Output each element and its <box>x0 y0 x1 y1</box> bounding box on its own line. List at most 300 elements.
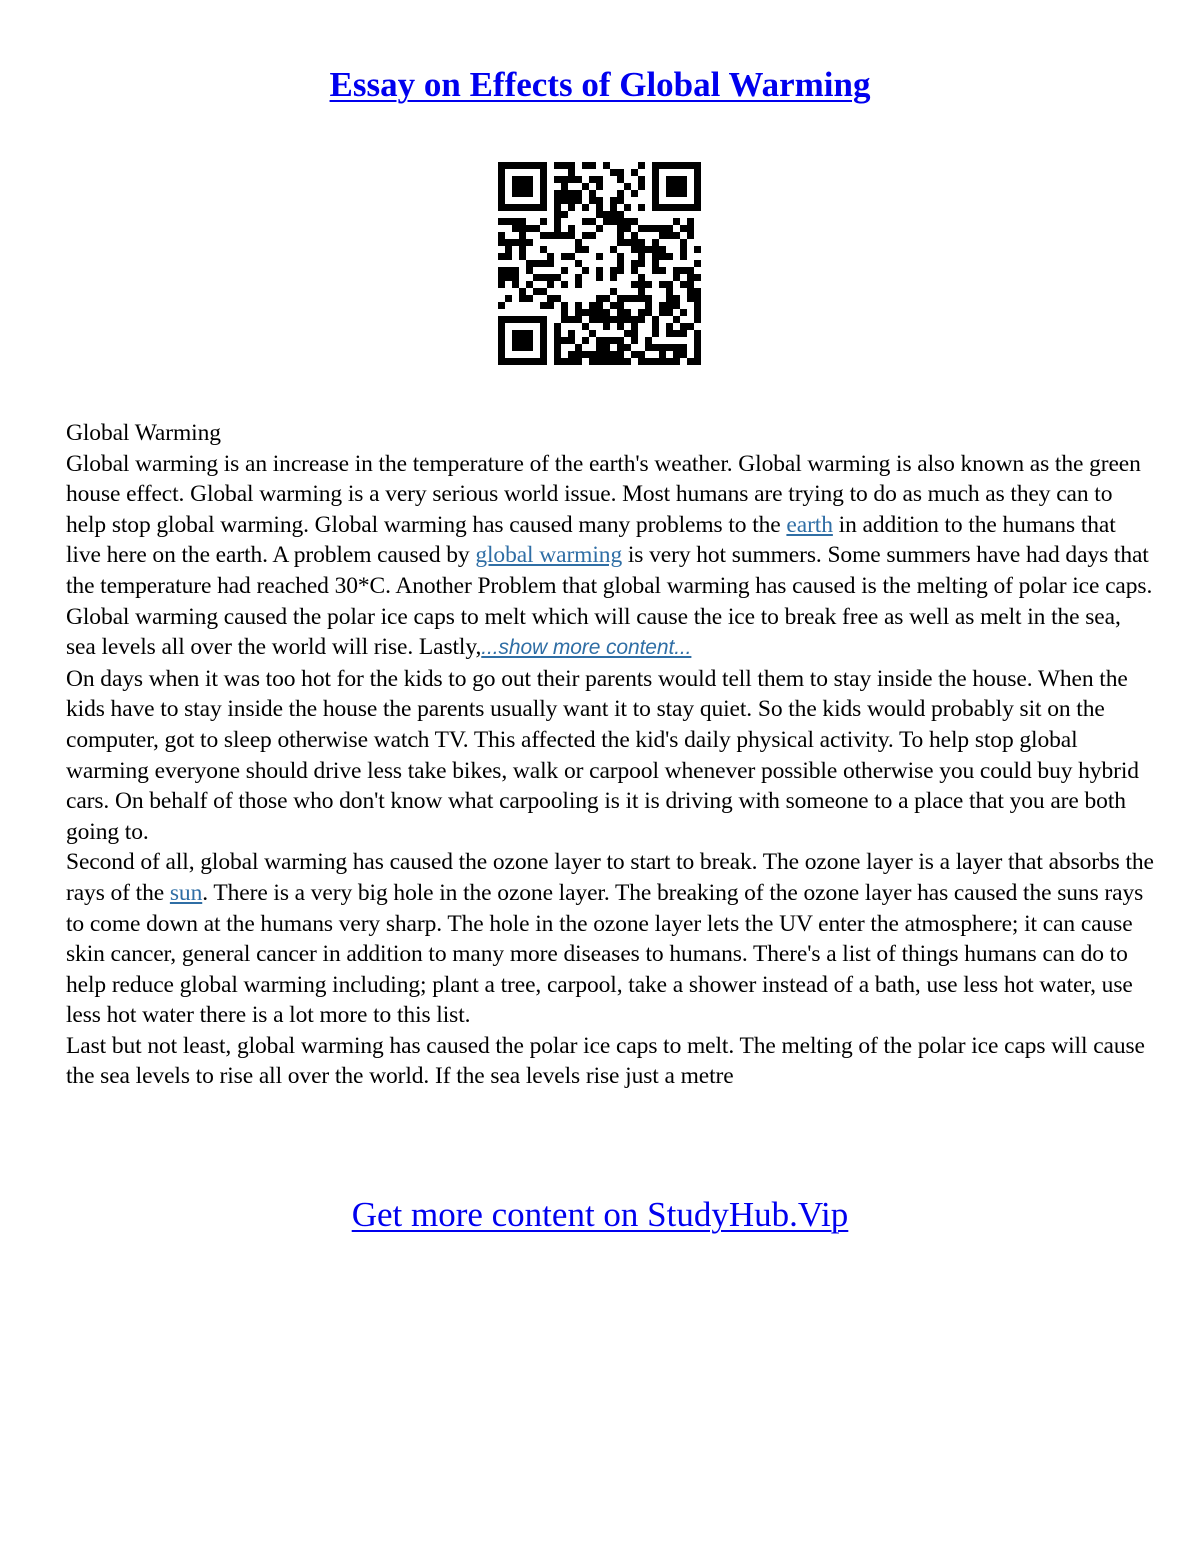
qr-module <box>533 358 540 365</box>
qr-module <box>512 176 519 183</box>
qr-module <box>631 323 638 330</box>
essay-body <box>66 418 1156 1092</box>
qr-module <box>694 162 701 169</box>
qr-module <box>617 197 624 204</box>
qr-module <box>568 225 575 232</box>
page-title <box>0 62 1200 108</box>
qr-module <box>589 358 596 365</box>
qr-module <box>589 197 596 204</box>
qr-module <box>610 246 617 253</box>
qr-module <box>659 232 666 239</box>
qr-module <box>638 316 645 323</box>
qr-module <box>582 183 589 190</box>
qr-module <box>680 239 687 246</box>
qr-module <box>568 176 575 183</box>
qr-module <box>498 330 505 337</box>
qr-module <box>638 246 645 253</box>
earth-link[interactable]: earth <box>786 511 833 538</box>
qr-module <box>631 246 638 253</box>
paragraph-3-text-a: Second of all, global warming has caused the ozone layer to start to break. The ozone layer is a layer that absorbs the rays of the <box>66 849 1154 906</box>
qr-module <box>554 344 561 351</box>
qr-module <box>498 337 505 344</box>
qr-module <box>694 316 701 323</box>
qr-module <box>603 211 610 218</box>
qr-module <box>652 330 659 337</box>
qr-module <box>603 337 610 344</box>
qr-module <box>568 232 575 239</box>
qr-module <box>512 239 519 246</box>
qr-module <box>568 330 575 337</box>
qr-module <box>519 246 526 253</box>
qr-module <box>575 260 582 267</box>
qr-module <box>589 302 596 309</box>
qr-module <box>666 309 673 316</box>
qr-module <box>638 204 645 211</box>
qr-module <box>596 267 603 274</box>
qr-module <box>596 225 603 232</box>
qr-module <box>680 204 687 211</box>
qr-module <box>575 344 582 351</box>
qr-module <box>617 239 624 246</box>
qr-module <box>575 190 582 197</box>
qr-module <box>680 351 687 358</box>
qr-module <box>659 281 666 288</box>
qr-module <box>631 337 638 344</box>
qr-module <box>617 169 624 176</box>
title-link[interactable]: Essay on Effects of Global Warming <box>329 65 871 104</box>
qr-module <box>624 218 631 225</box>
qr-module <box>512 162 519 169</box>
qr-module <box>694 358 701 365</box>
qr-module <box>687 225 694 232</box>
qr-module <box>694 183 701 190</box>
qr-module <box>617 302 624 309</box>
qr-module <box>673 358 680 365</box>
qr-module <box>568 197 575 204</box>
qr-module <box>673 344 680 351</box>
qr-module <box>603 344 610 351</box>
qr-module <box>582 337 589 344</box>
qr-module <box>575 316 582 323</box>
qr-module <box>694 169 701 176</box>
qr-module <box>610 316 617 323</box>
qr-module <box>603 351 610 358</box>
qr-module <box>617 176 624 183</box>
qr-module <box>624 309 631 316</box>
qr-module <box>680 267 687 274</box>
qr-module <box>540 183 547 190</box>
qr-module <box>547 302 554 309</box>
qr-code-icon <box>498 162 701 365</box>
qr-module <box>505 246 512 253</box>
qr-module <box>519 204 526 211</box>
qr-module <box>645 337 652 344</box>
qr-module <box>519 225 526 232</box>
qr-module <box>638 309 645 316</box>
qr-module <box>512 274 519 281</box>
qr-module <box>694 288 701 295</box>
qr-module <box>680 246 687 253</box>
qr-module <box>666 232 673 239</box>
qr-module <box>589 190 596 197</box>
qr-module <box>498 162 505 169</box>
qr-module <box>694 295 701 302</box>
qr-module <box>666 225 673 232</box>
qr-module <box>603 358 610 365</box>
qr-module <box>596 351 603 358</box>
qr-module <box>687 288 694 295</box>
qr-module <box>568 169 575 176</box>
qr-module <box>659 358 666 365</box>
studyhub-link[interactable]: Get more content on StudyHub.Vip <box>351 1195 849 1234</box>
qr-module <box>547 295 554 302</box>
qr-module <box>561 211 568 218</box>
qr-module <box>582 162 589 169</box>
qr-module <box>638 239 645 246</box>
sun-link[interactable]: sun <box>169 879 203 906</box>
qr-module <box>589 309 596 316</box>
qr-module <box>624 295 631 302</box>
qr-module <box>624 204 631 211</box>
qr-module <box>561 253 568 260</box>
qr-module <box>554 274 561 281</box>
qr-module <box>631 351 638 358</box>
qr-module <box>505 218 512 225</box>
qr-module <box>596 274 603 281</box>
qr-module <box>673 190 680 197</box>
qr-module <box>498 232 505 239</box>
qr-module <box>687 323 694 330</box>
qr-module <box>554 197 561 204</box>
qr-module <box>680 253 687 260</box>
qr-module <box>568 204 575 211</box>
qr-module <box>624 330 631 337</box>
qr-module <box>568 337 575 344</box>
qr-module <box>610 169 617 176</box>
qr-module <box>540 260 547 267</box>
qr-module <box>526 267 533 274</box>
qr-module <box>638 260 645 267</box>
paragraph-2: On days when it was too hot for the kids to go out their parents would tell them to stay inside the house. When the kids have to stay inside the house the parents usually want it to stay quiet. So the kids would probably sit on the computer, got to sleep otherwise watch TV. This affected the kid's daily physical activity. To help stop global warming everyone should drive less take bikes, walk or carpool whenever possible otherwise you could buy hybrid cars. On behalf of those who don't know what carpooling is it is driving with someone to a place that you are both going to. <box>66 665 1139 845</box>
qr-module <box>505 204 512 211</box>
qr-module <box>645 309 652 316</box>
qr-module <box>540 337 547 344</box>
qr-module <box>540 169 547 176</box>
qr-module <box>554 337 561 344</box>
qr-module <box>603 162 610 169</box>
qr-module <box>554 351 561 358</box>
qr-module <box>505 267 512 274</box>
qr-module <box>554 323 561 330</box>
qr-module <box>694 204 701 211</box>
qr-module <box>645 246 652 253</box>
qr-module <box>645 281 652 288</box>
qr-module <box>673 295 680 302</box>
qr-module <box>631 190 638 197</box>
qr-module <box>533 288 540 295</box>
qr-module <box>498 183 505 190</box>
qr-module <box>540 330 547 337</box>
qr-module <box>624 344 631 351</box>
qr-module <box>610 267 617 274</box>
qr-module <box>540 288 547 295</box>
qr-module <box>631 330 638 337</box>
qr-module <box>554 330 561 337</box>
qr-module <box>596 211 603 218</box>
qr-module <box>617 295 624 302</box>
qr-module <box>596 316 603 323</box>
qr-module <box>526 316 533 323</box>
qr-module <box>687 218 694 225</box>
qr-module <box>582 323 589 330</box>
qr-module <box>561 281 568 288</box>
qr-module <box>596 204 603 211</box>
qr-module <box>652 344 659 351</box>
qr-module <box>561 267 568 274</box>
qr-module <box>652 204 659 211</box>
qr-module <box>540 176 547 183</box>
qr-module <box>561 176 568 183</box>
qr-module <box>498 302 505 309</box>
qr-module <box>568 162 575 169</box>
qr-module <box>512 267 519 274</box>
qr-module <box>680 183 687 190</box>
qr-module <box>526 225 533 232</box>
qr-module <box>596 302 603 309</box>
qr-module <box>498 190 505 197</box>
qr-module <box>512 337 519 344</box>
qr-module <box>568 253 575 260</box>
qr-module <box>694 344 701 351</box>
qr-module <box>666 204 673 211</box>
qr-module <box>673 302 680 309</box>
qr-module <box>505 316 512 323</box>
qr-module <box>610 288 617 295</box>
qr-module <box>652 169 659 176</box>
qr-module <box>561 302 568 309</box>
qr-module <box>526 239 533 246</box>
qr-module <box>505 274 512 281</box>
qr-module <box>533 204 540 211</box>
qr-module <box>652 260 659 267</box>
qr-module <box>680 225 687 232</box>
qr-module <box>526 358 533 365</box>
qr-module <box>687 281 694 288</box>
qr-module <box>666 288 673 295</box>
qr-module <box>659 204 666 211</box>
qr-module <box>519 218 526 225</box>
qr-module <box>526 344 533 351</box>
qr-module <box>652 267 659 274</box>
qr-module <box>680 309 687 316</box>
qr-module <box>512 330 519 337</box>
qr-module <box>638 253 645 260</box>
qr-module <box>617 351 624 358</box>
qr-module <box>617 225 624 232</box>
qr-module <box>498 323 505 330</box>
qr-module <box>582 267 589 274</box>
qr-module <box>694 274 701 281</box>
qr-module <box>659 267 666 274</box>
qr-module <box>666 323 673 330</box>
qr-module <box>589 232 596 239</box>
paragraph-3 <box>66 847 1156 1031</box>
qr-module <box>519 295 526 302</box>
qr-module <box>540 204 547 211</box>
qr-module <box>666 302 673 309</box>
qr-module <box>666 183 673 190</box>
qr-module <box>610 358 617 365</box>
qr-module <box>617 190 624 197</box>
qr-module <box>666 344 673 351</box>
qr-module <box>673 183 680 190</box>
qr-module <box>526 337 533 344</box>
qr-module <box>582 218 589 225</box>
qr-module <box>638 176 645 183</box>
qr-module <box>687 295 694 302</box>
qr-module <box>498 281 505 288</box>
qr-module <box>547 260 554 267</box>
qr-module <box>498 344 505 351</box>
qr-module <box>589 176 596 183</box>
qr-module <box>505 239 512 246</box>
qr-module <box>505 295 512 302</box>
qr-module <box>547 274 554 281</box>
qr-module <box>512 316 519 323</box>
qr-module <box>659 253 666 260</box>
qr-module <box>533 225 540 232</box>
qr-module <box>659 344 666 351</box>
qr-module <box>596 176 603 183</box>
qr-module <box>638 295 645 302</box>
qr-module <box>561 197 568 204</box>
qr-module <box>498 253 505 260</box>
global-warming-link[interactable]: global warming <box>475 542 623 569</box>
qr-module <box>603 295 610 302</box>
qr-module <box>526 176 533 183</box>
qr-module <box>519 190 526 197</box>
qr-module <box>519 358 526 365</box>
qr-module <box>652 197 659 204</box>
qr-module <box>498 204 505 211</box>
qr-module <box>568 351 575 358</box>
qr-module <box>687 232 694 239</box>
paragraph-1 <box>66 449 1156 664</box>
qr-module <box>582 246 589 253</box>
qr-module <box>554 225 561 232</box>
qr-module <box>519 176 526 183</box>
qr-module <box>680 162 687 169</box>
paragraph-1-text-a: Global warming is an increase in the temperature of the earth's weather. Global warming is also known as the green house effect. Global warming is a very serious world issue. Most humans are trying to do as much as they can to help stop global warming. Global warming has caused many problems to the <box>66 450 1141 538</box>
qr-module <box>659 351 666 358</box>
qr-module <box>673 274 680 281</box>
qr-module <box>554 162 561 169</box>
qr-module <box>512 225 519 232</box>
paragraph-1-text-b: in addition to the humans that live here on the earth. A problem caused by <box>66 511 1116 569</box>
qr-module <box>666 281 673 288</box>
qr-module <box>617 211 624 218</box>
qr-module <box>659 309 666 316</box>
qr-module <box>512 183 519 190</box>
qr-module <box>652 239 659 246</box>
qr-module <box>694 337 701 344</box>
qr-module <box>652 246 659 253</box>
qr-module <box>575 309 582 316</box>
qr-module <box>617 323 624 330</box>
paragraph-4: Last but not least, global warming has caused the polar ice caps to melt. The melting of the polar ice caps will cause the sea levels to rise all over the world. If the sea levels rise just a metre <box>66 1032 1145 1090</box>
qr-module <box>617 358 624 365</box>
qr-module <box>610 204 617 211</box>
qr-module <box>596 344 603 351</box>
qr-module <box>540 246 547 253</box>
qr-module <box>505 162 512 169</box>
qr-module <box>610 337 617 344</box>
qr-module <box>666 358 673 365</box>
qr-module <box>680 330 687 337</box>
qr-module <box>624 358 631 365</box>
qr-module <box>694 246 701 253</box>
qr-module <box>694 351 701 358</box>
qr-module <box>575 197 582 204</box>
qr-module <box>624 183 631 190</box>
qr-module <box>575 358 582 365</box>
qr-module <box>638 351 645 358</box>
qr-module <box>645 358 652 365</box>
qr-module <box>554 211 561 218</box>
qr-module <box>589 316 596 323</box>
qr-module <box>666 176 673 183</box>
qr-module <box>659 302 666 309</box>
qr-module <box>694 190 701 197</box>
qr-module <box>645 344 652 351</box>
qr-module <box>624 239 631 246</box>
qr-module <box>652 225 659 232</box>
qr-module <box>596 253 603 260</box>
qr-module <box>561 358 568 365</box>
qr-module <box>638 358 645 365</box>
qr-module <box>680 281 687 288</box>
qr-module <box>610 351 617 358</box>
qr-module <box>680 323 687 330</box>
qr-module <box>624 225 631 232</box>
qr-module <box>554 190 561 197</box>
qr-module <box>575 302 582 309</box>
qr-module <box>638 288 645 295</box>
qr-module <box>540 232 547 239</box>
qr-module <box>617 232 624 239</box>
qr-module <box>694 176 701 183</box>
qr-module <box>512 281 519 288</box>
qr-module <box>617 218 624 225</box>
qr-module <box>512 358 519 365</box>
qr-module <box>694 260 701 267</box>
qr-module <box>631 169 638 176</box>
qr-module <box>519 330 526 337</box>
show-more-link[interactable]: ...show more content... <box>481 636 692 660</box>
qr-module <box>589 330 596 337</box>
qr-module <box>561 183 568 190</box>
qr-module <box>666 190 673 197</box>
qr-module <box>540 274 547 281</box>
qr-module <box>519 337 526 344</box>
qr-module <box>631 260 638 267</box>
qr-module <box>638 183 645 190</box>
qr-module <box>631 316 638 323</box>
qr-module <box>561 316 568 323</box>
qr-module <box>540 302 547 309</box>
qr-module <box>652 190 659 197</box>
qr-module <box>561 232 568 239</box>
